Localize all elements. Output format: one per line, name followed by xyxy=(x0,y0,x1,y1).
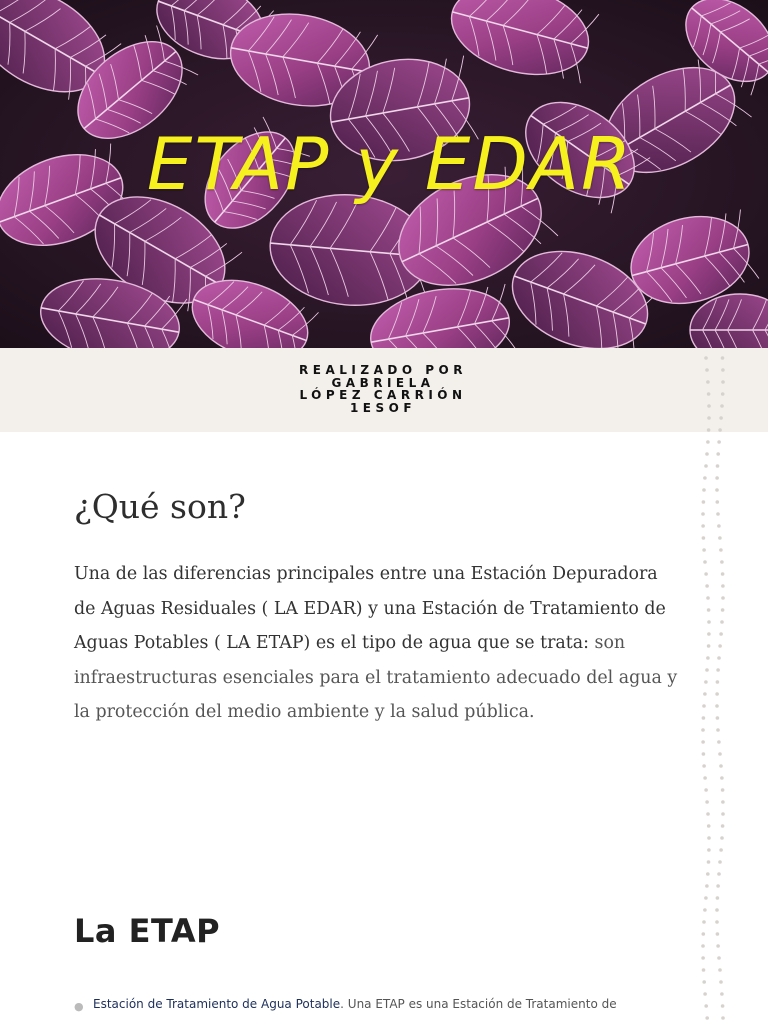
bullet-text: . Una ETAP es una Estación de Tratamiento de xyxy=(340,997,617,1011)
bullet-term: Estación de Tratamiento de Agua Potable xyxy=(93,997,341,1011)
section-paragraph xyxy=(74,557,684,730)
paragraph-main: Una de las diferencias principales entre una Estación Depuradora de Aguas Residuales ( LA EDAR) y una Estación de Tratamiento de Aguas Potables ( LA ETAP) es el tipo de agua que se trata: xyxy=(74,564,666,654)
etap-heading: La ETAP xyxy=(74,912,221,950)
etap-bullet-list xyxy=(74,992,674,1016)
paragraph-tail: son infraestructuras esenciales para el tratamiento adecuado del agua y la protección del medio ambiente y la salud pública. xyxy=(74,633,678,723)
author-credit: REALIZADO POR GABRIELA LÓPEZ CARRIÓN 1ESOF xyxy=(299,363,467,415)
bullet-icon: ● xyxy=(74,1000,84,1013)
decorative-dots xyxy=(696,352,736,1024)
list-item xyxy=(74,992,674,1016)
section-heading: ¿Qué son? xyxy=(74,487,246,526)
author-band xyxy=(0,348,768,432)
hero-banner xyxy=(0,0,768,348)
document-title: ETAP y EDAR xyxy=(146,122,634,206)
